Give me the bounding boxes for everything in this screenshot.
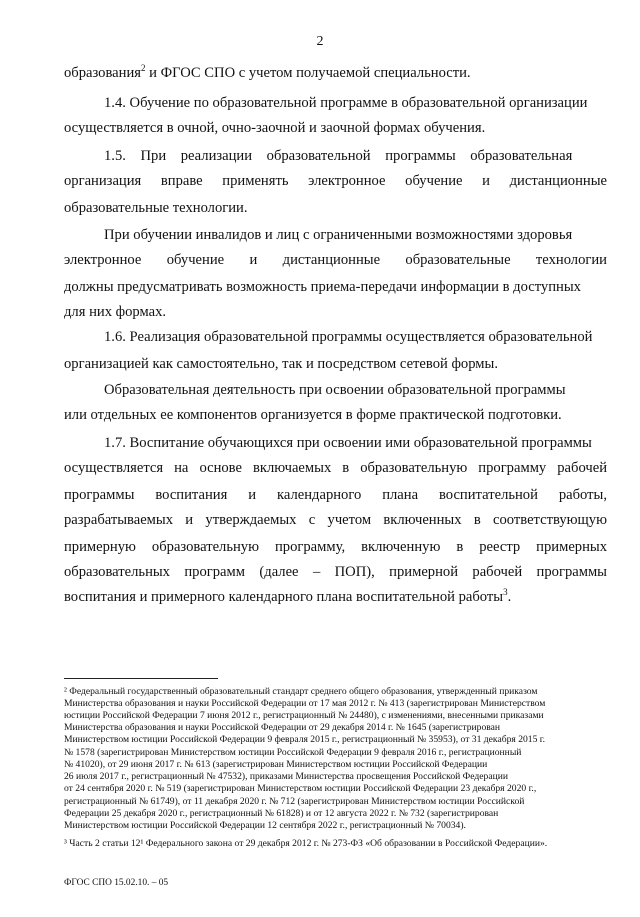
text-line: образовательные технологии. xyxy=(64,200,248,216)
text-line: 1.4. Обучение по образовательной программе в образовательной организации xyxy=(104,95,588,111)
footnote-line: Министерством юстиции Российской Федерации 12 сентября 2022 г., регистрационный № 70034). xyxy=(64,820,466,831)
text-line: образования$^2$ и ФГОС СПО с учетом получаемой специальности. xyxy=(64,63,471,81)
text-line: 1.7. Воспитание обучающихся при освоении ими образовательной программы xyxy=(104,435,592,451)
text-line: или отдельных ее компонентов организуется в форме практической подготовки. xyxy=(64,407,562,423)
text-line: организацией как самостоятельно, так и посредством сетевой формы. xyxy=(64,356,498,372)
text-line: При обучении инвалидов и лиц с ограниченными возможностями здоровья xyxy=(104,227,573,243)
footnote-line: юстиции Российской Федерации 7 июня 2012 г., регистрационный № 24480), с изменениями, внесенными приказами xyxy=(64,710,544,721)
text-line: воспитания и примерного календарного плана воспитательной работы$^3$. xyxy=(64,587,512,605)
text-line: организация вправе применять электронное обучение и дистанционные xyxy=(64,173,607,189)
text-line: программы воспитания и календарного плана воспитательной работы, xyxy=(64,487,607,503)
footnote-line: регистрационный № 61749), от 11 декабря 2020 г. № 712 (зарегистрирован Министерством юстиции Российской xyxy=(64,796,525,807)
footnote-line: Федерации 25 декабря 2020 г., регистрационный № 61828) и от 12 августа 2022 г. № 732 (зарегистрирован xyxy=(64,808,499,819)
text-line: примерную образовательную программу, включенную в реестр примерных xyxy=(64,539,607,555)
text-line: осуществляется в очной, очно-заочной и заочной формах обучения. xyxy=(64,120,486,136)
text-line: должны предусматривать возможность приема-передачи информации в доступных xyxy=(64,279,581,295)
text-line: электронное обучение и дистанционные образовательные технологии xyxy=(64,252,607,268)
text-line: 1.6. Реализация образовательной программы осуществляется образовательной xyxy=(104,329,593,345)
footnote-line: ³ Часть 2 статьи 12¹ Федерального закона от 29 декабря 2012 г. № 273-ФЗ «Об образовании в Российской Федерации». xyxy=(64,838,548,849)
document-code-footer: ФГОС СПО 15.02.10. – 05 xyxy=(64,878,169,888)
text-line: 1.5. При реализации образовательной программы образовательная xyxy=(104,148,573,164)
text-line: осуществляется на основе включаемых в образовательную программу рабочей xyxy=(64,460,607,476)
footnote-divider xyxy=(64,678,218,679)
page-number: 2 xyxy=(316,34,324,49)
footnote-line: 26 июля 2017 г., регистрационный № 47532), приказами Министерства просвещения Российской Федерации xyxy=(64,771,508,782)
text-line: для них формах. xyxy=(64,304,167,320)
text-line: Образовательная деятельность при освоении образовательной программы xyxy=(104,382,566,398)
footnote-line: № 1578 (зарегистрирован Министерством юстиции Российской Федерации 9 февраля 2016 г., регистрационный xyxy=(64,747,522,758)
footnote-line: Министерства образования и науки Российской Федерации от 29 декабря 2014 г. № 1645 (зарегистрирован xyxy=(64,722,501,733)
footnote-line: № 41020), от 29 июня 2017 г. № 613 (зарегистрирован Министерством юстиции Российской Федерации xyxy=(64,759,488,770)
footnote-line: Министерством юстиции Российской Федерации 9 февраля 2015 г., регистрационный № 35953), от 31 декабря 2015 г. xyxy=(64,734,546,745)
footnote-line: Министерства образования и науки Российской Федерации от 17 мая 2012 г. № 413 (зарегистрирован Министерством xyxy=(64,698,546,709)
footnote-line: ² Федеральный государственный образовательный стандарт среднего общего образования, утвержденный приказом xyxy=(64,686,538,697)
text-line: разрабатываемых и утверждаемых с учетом включенных в соответствующую xyxy=(64,512,607,528)
footnote-line: от 24 сентября 2020 г. № 519 (зарегистрирован Министерством юстиции Российской Федерации 23 декабря 2020 г., xyxy=(64,783,537,794)
text-line: образовательных программ (далее – ПОП), примерной рабочей программы xyxy=(64,564,607,580)
